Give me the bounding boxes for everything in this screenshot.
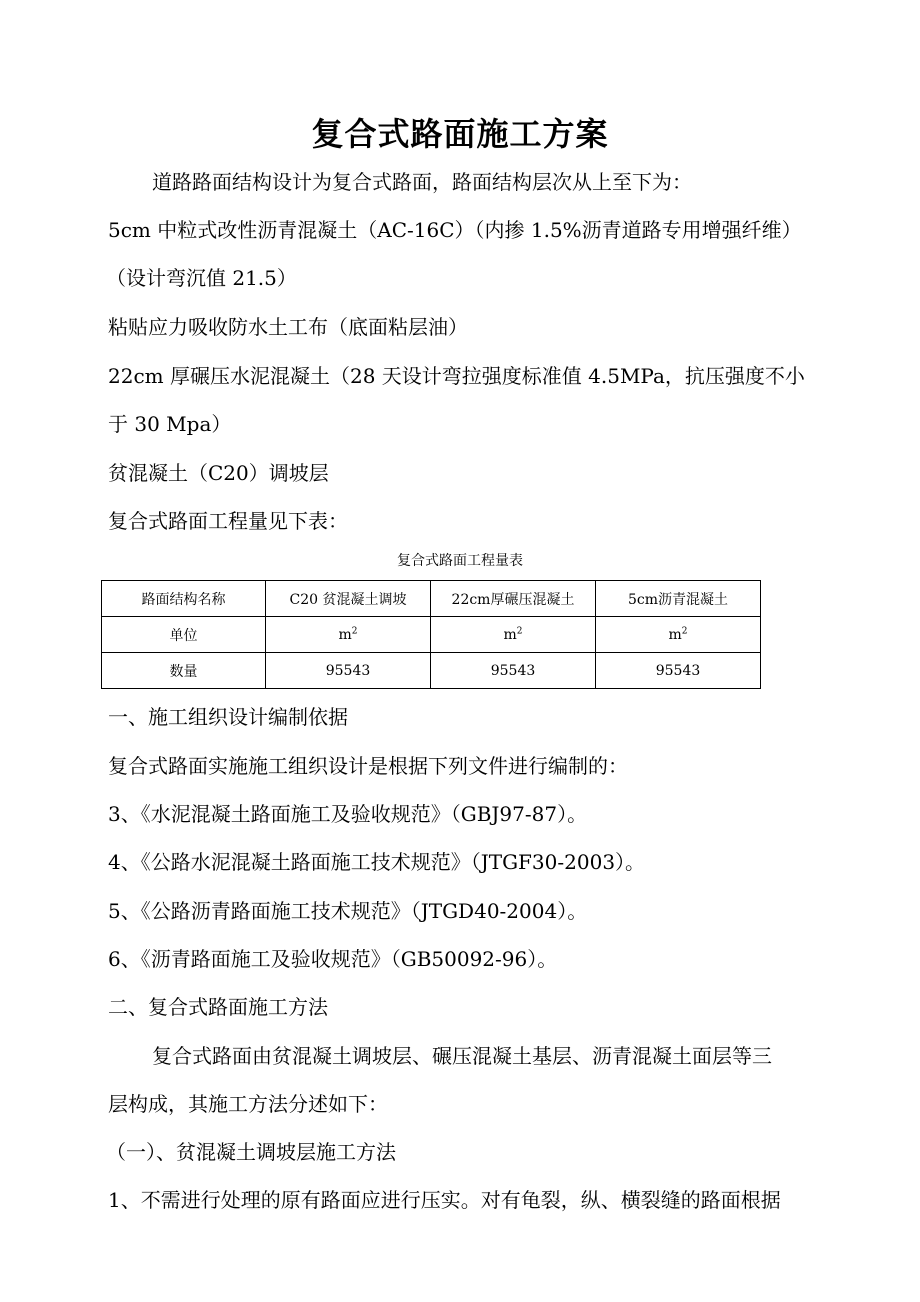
layer-line-6: 贫混凝土（C20）调坡层 bbox=[108, 461, 329, 485]
layer-line-1: 5cm 中粒式改性沥青混凝土（AC-16C）（内掺 1.5%沥青道路专用增强纤维） bbox=[108, 218, 802, 242]
section2-heading: 二、复合式路面施工方法 bbox=[108, 995, 328, 1019]
document-title: 复合式路面施工方案 bbox=[311, 115, 609, 153]
section2-paragraph-line1: 复合式路面由贫混凝土调坡层、碾压混凝土基层、沥青混凝土面层等三 bbox=[152, 1044, 772, 1068]
unit-exponent: 2 bbox=[351, 625, 358, 636]
section2-item-1: 1、不需进行处理的原有路面应进行压实。对有龟裂，纵、横裂缝的路面根据 bbox=[108, 1188, 781, 1212]
table-cell: 95543 bbox=[266, 653, 431, 689]
unit-exponent: 2 bbox=[516, 625, 523, 636]
table-cell bbox=[596, 617, 761, 653]
unit-exponent: 2 bbox=[681, 625, 688, 636]
table-cell: 95543 bbox=[431, 653, 596, 689]
reference-item: 4、《公路水泥混凝土路面施工技术规范》（JTGF30-2003）。 bbox=[108, 850, 646, 874]
table-cell bbox=[266, 617, 431, 653]
reference-item: 5、《公路沥青路面施工技术规范》（JTGD40-2004）。 bbox=[108, 899, 588, 923]
layer-line-3: 粘贴应力吸收防水土工布（底面粘层油） bbox=[108, 315, 468, 339]
intro-paragraph: 道路路面结构设计为复合式路面，路面结构层次从上至下为： bbox=[152, 170, 692, 194]
layer-line-5: 于 30 Mpa） bbox=[108, 412, 232, 436]
section2-paragraph-line2: 层构成，其施工方法分述如下： bbox=[108, 1092, 388, 1116]
section1-intro: 复合式路面实施施工组织设计是根据下列文件进行编制的： bbox=[108, 754, 628, 778]
table-row-label: 单位 bbox=[102, 617, 266, 653]
table-cell: 95543 bbox=[596, 653, 761, 689]
subsection-heading: （一）、贫混凝土调坡层施工方法 bbox=[106, 1140, 396, 1164]
reference-item: 6、《沥青路面施工及验收规范》（GB50092-96）。 bbox=[108, 947, 558, 971]
unit-text: m bbox=[503, 626, 517, 643]
reference-item: 3、《水泥混凝土路面施工及验收规范》（GBJ97-87）。 bbox=[108, 802, 588, 826]
unit-text: m bbox=[338, 626, 352, 643]
table-row-label: 数量 bbox=[102, 653, 266, 689]
table-header-cell: 22cm厚碾压混凝土 bbox=[431, 581, 596, 617]
layer-line-4: 22cm 厚碾压水泥混凝土（28 天设计弯拉强度标准值 4.5MPa，抗压强度不小 bbox=[108, 364, 805, 388]
table-cell bbox=[431, 617, 596, 653]
table-caption: 复合式路面工程量表 bbox=[397, 553, 523, 569]
quantity-table bbox=[101, 580, 761, 689]
layer-line-2: （设计弯沉值 21.5） bbox=[106, 266, 297, 290]
unit-text: m bbox=[668, 626, 682, 643]
table-unit-row bbox=[102, 617, 761, 653]
table-quantity-row bbox=[102, 653, 761, 689]
table-header-cell: 路面结构名称 bbox=[102, 581, 266, 617]
section1-heading: 一、施工组织设计编制依据 bbox=[108, 705, 348, 729]
table-header-row bbox=[102, 581, 761, 617]
table-header-cell: 5cm沥青混凝土 bbox=[596, 581, 761, 617]
table-intro-line: 复合式路面工程量见下表： bbox=[108, 509, 348, 533]
table-header-cell: C20 贫混凝土调坡 bbox=[266, 581, 431, 617]
